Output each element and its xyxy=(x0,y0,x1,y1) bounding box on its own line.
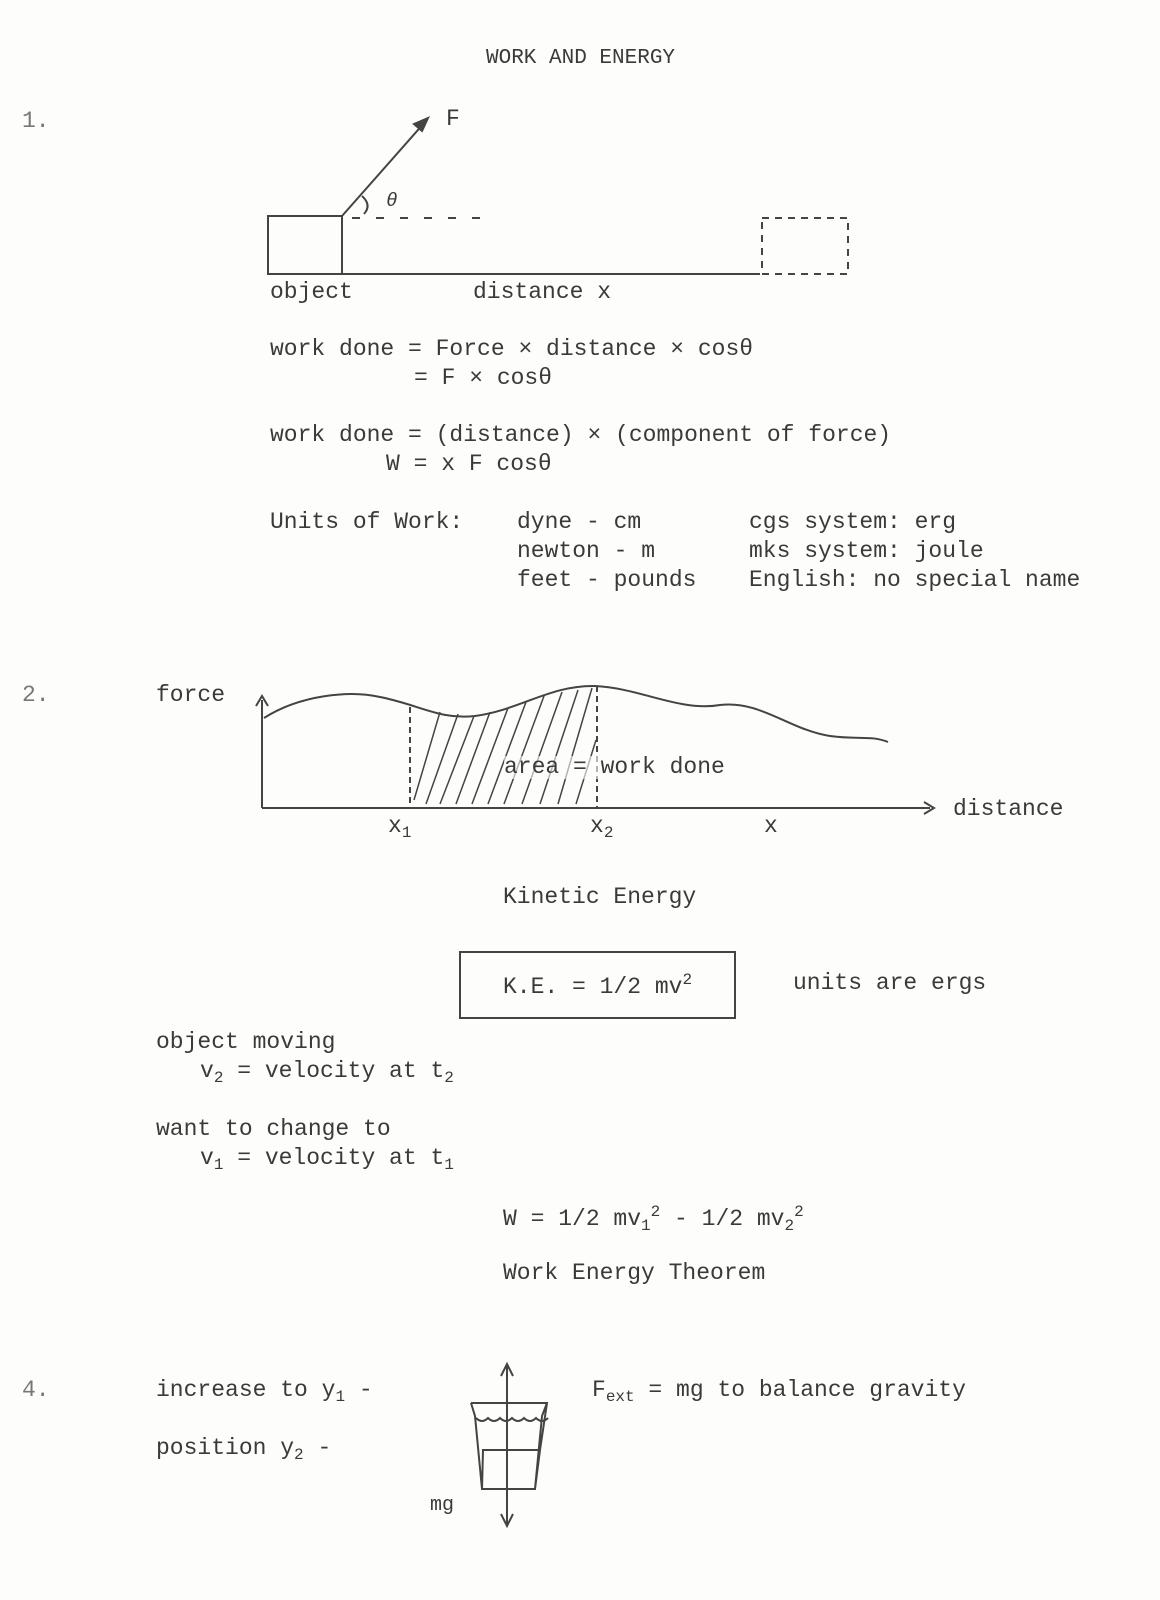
text-line: $v_2$ = velocity at $t_2$ xyxy=(200,1058,454,1087)
units-label: Units of Work: xyxy=(270,509,464,535)
text-line: $v_1$ = velocity at $t_1$ xyxy=(200,1145,454,1174)
unit-system: mks system: joule xyxy=(749,538,984,564)
liquid-surface xyxy=(476,1418,548,1421)
object-label: object xyxy=(270,279,353,305)
section-number: 4. xyxy=(22,1377,50,1403)
arrowhead-icon xyxy=(414,118,428,131)
equation: W = x F cosθ xyxy=(386,451,552,477)
equation: work done = Force × distance × cosθ xyxy=(270,336,754,362)
cup xyxy=(471,1403,547,1489)
object-box xyxy=(268,216,342,274)
angle-arc xyxy=(362,196,368,214)
force-diagram xyxy=(268,118,848,274)
area-hatching xyxy=(414,688,596,804)
equation: work done = (distance) × (component of force) xyxy=(270,422,892,448)
cup-diagram xyxy=(471,1364,548,1526)
y-axis-label: force xyxy=(156,682,226,708)
text-line: object moving xyxy=(156,1029,336,1055)
text-line: position $y_2$ - xyxy=(156,1435,332,1464)
force-label: F xyxy=(446,106,460,132)
unit-system: English: no special name xyxy=(749,567,1081,593)
unit: feet - pounds xyxy=(517,567,697,593)
unit: dyne - cm xyxy=(517,509,642,535)
kinetic-energy-heading: Kinetic Energy xyxy=(503,884,697,910)
x-axis-label: distance xyxy=(953,796,1064,822)
equation: = F × cosθ xyxy=(414,365,553,391)
work-energy-equation: W = 1/2 $mv_1^2 - 1/2$ $mv_2^2$ xyxy=(503,1203,804,1235)
distance-label: distance x xyxy=(473,279,612,305)
force-arrow xyxy=(342,122,425,216)
x-tick: x xyxy=(764,813,778,839)
text-line: increase to $y_1$ - xyxy=(156,1377,373,1406)
area-label: area = work done xyxy=(504,754,725,780)
page-title: WORK AND ENERGY xyxy=(486,47,676,70)
unit-system: cgs system: erg xyxy=(749,509,957,535)
ke-formula: K.E. = 1/2 $mv^2$ xyxy=(503,971,693,1000)
force-distance-graph xyxy=(256,686,934,814)
mg-label: mg xyxy=(430,1494,455,1517)
unit: newton - m xyxy=(517,538,656,564)
theorem-label: Work Energy Theorem xyxy=(503,1260,766,1286)
angle-label: θ xyxy=(386,190,398,212)
text-line: want to change to xyxy=(156,1116,391,1142)
moved-object-box xyxy=(762,218,848,274)
section-number: 2. xyxy=(22,682,50,708)
ke-units: units are ergs xyxy=(793,970,987,996)
section-number: 1. xyxy=(22,108,50,134)
x2-tick: $x_2$ xyxy=(590,813,614,842)
x1-tick: $x_1$ xyxy=(388,813,412,842)
fext-equation: $F_{ext}$ = mg to balance gravity xyxy=(592,1377,966,1406)
